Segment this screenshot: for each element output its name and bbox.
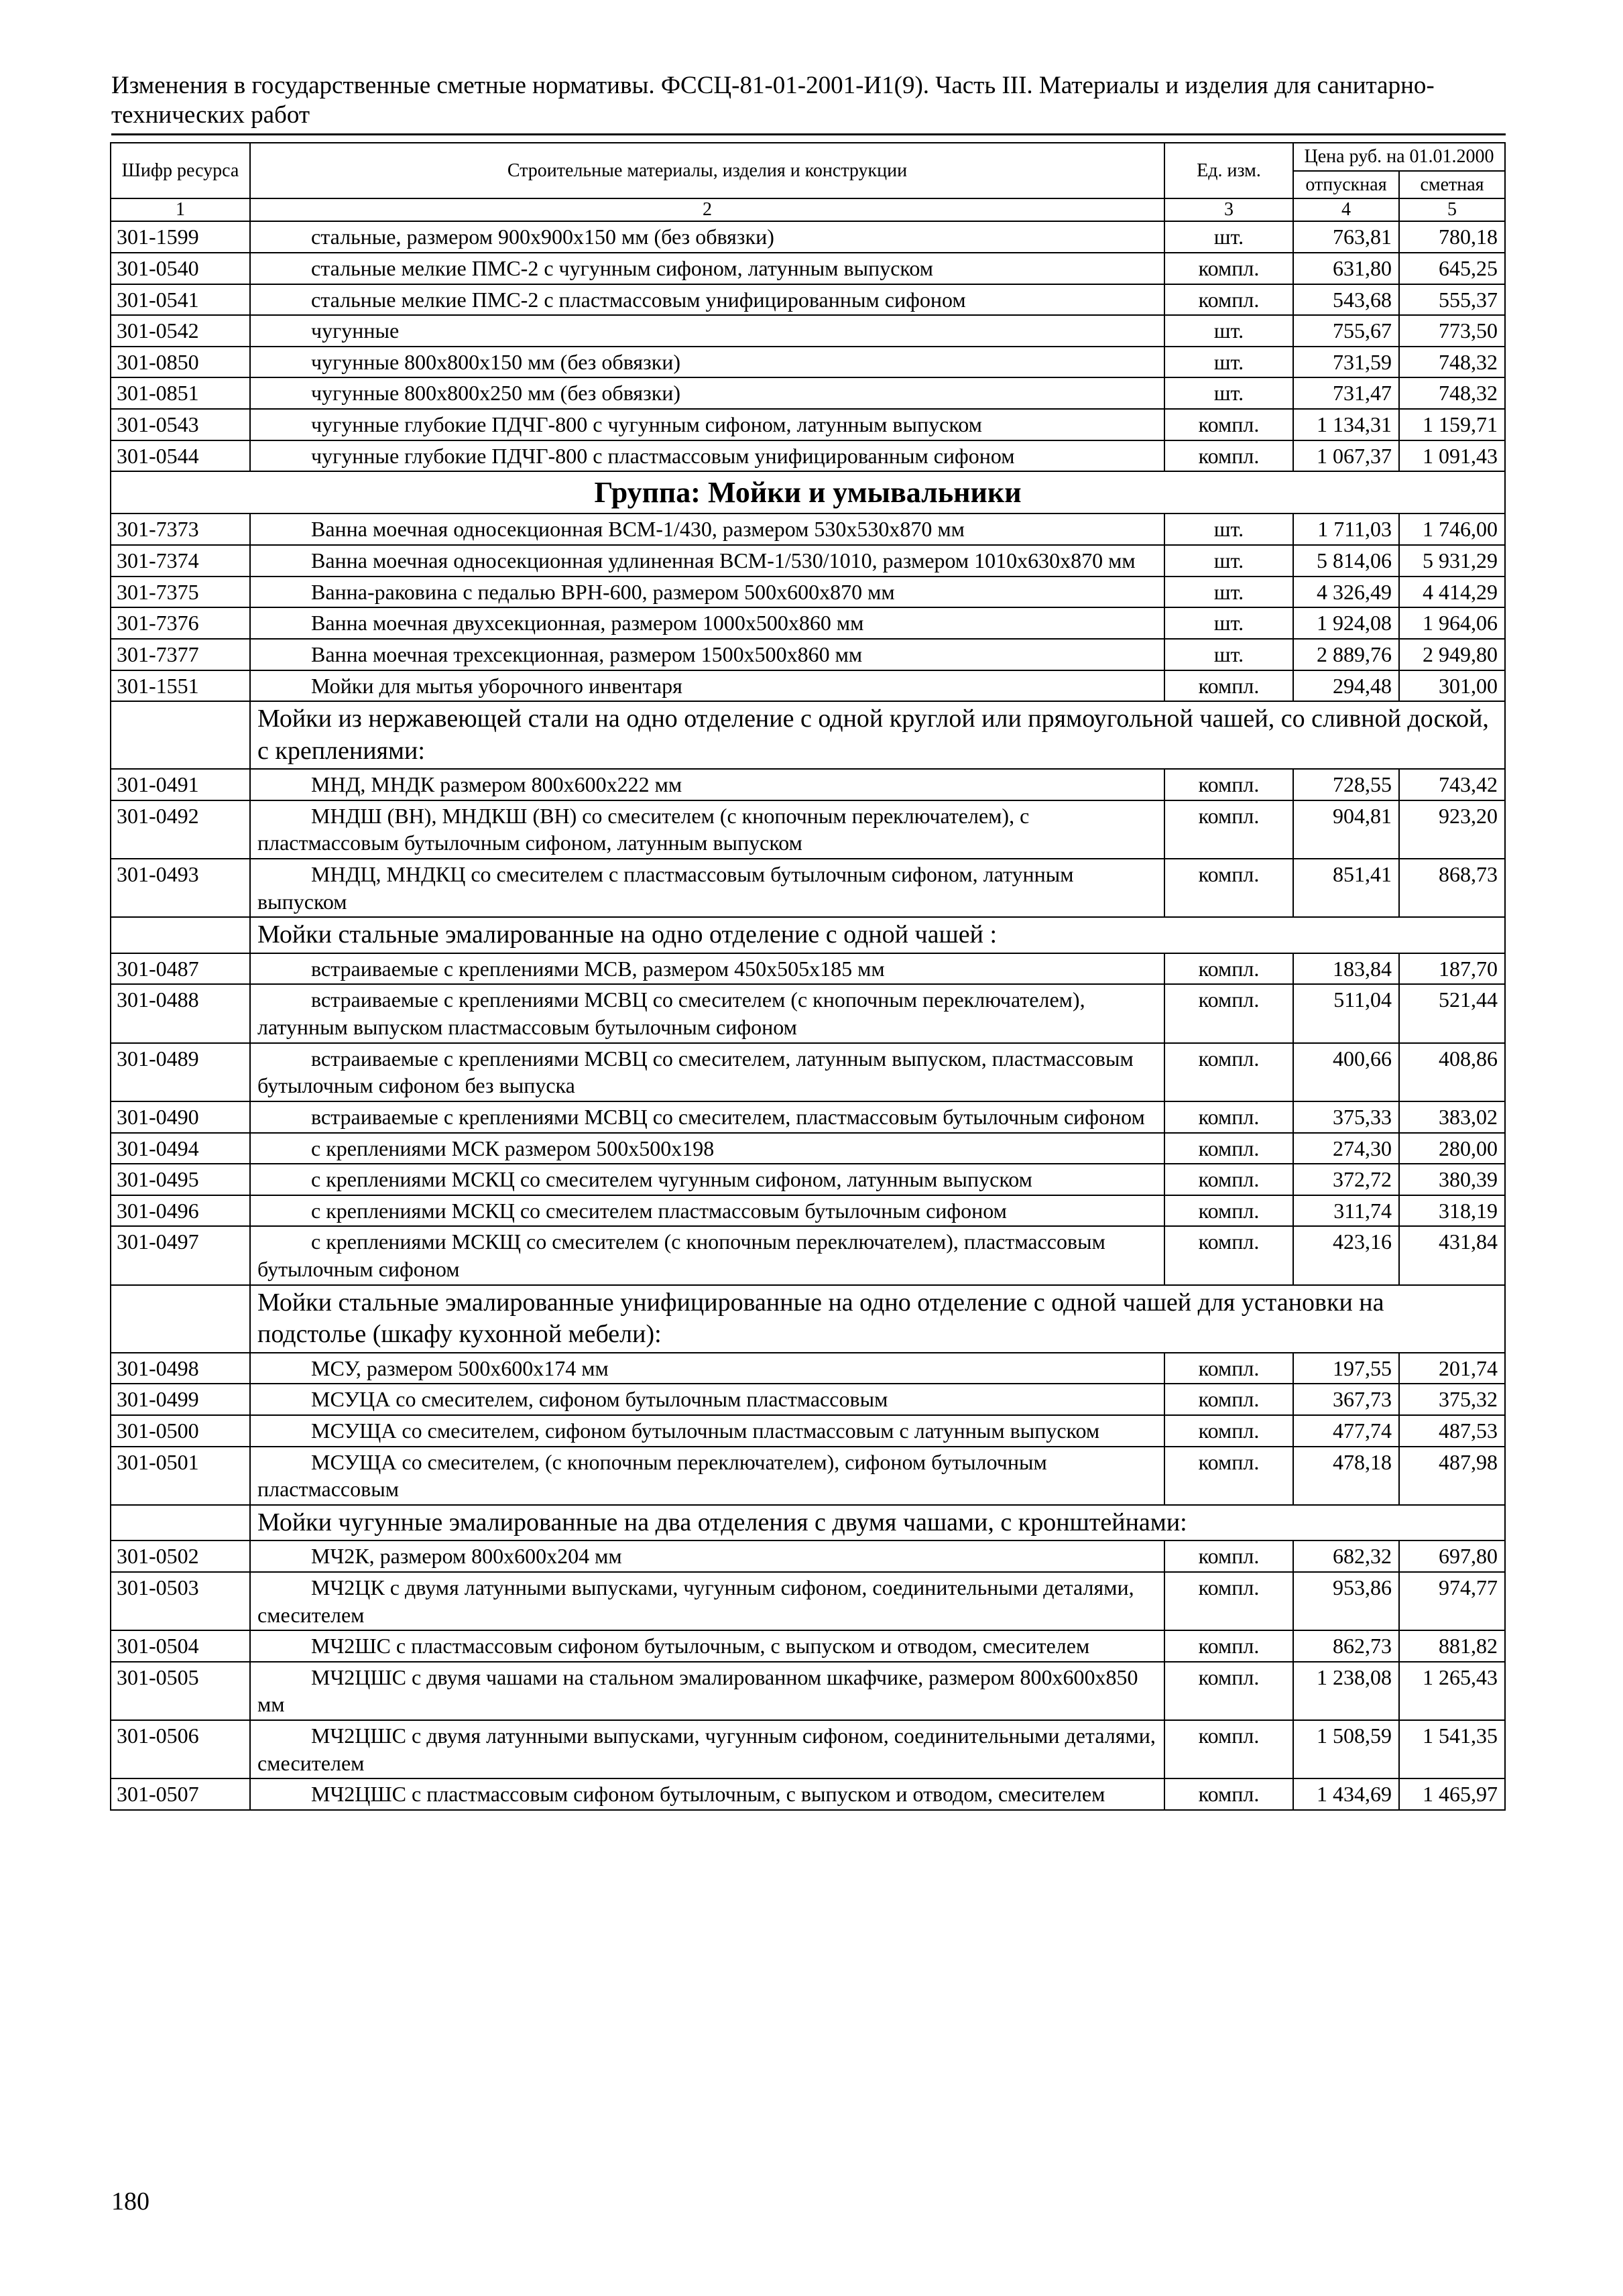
material-name xyxy=(250,769,1164,800)
header-code: Шифр ресурса xyxy=(111,143,250,198)
resource-code: 301-0544 xyxy=(111,440,250,472)
estimate-price: 1 159,71 xyxy=(1399,409,1505,440)
header-estimate-price: сметная xyxy=(1399,171,1505,199)
release-price: 1 508,59 xyxy=(1293,1720,1399,1778)
material-name-text: МСУ, размером 500х600х174 мм xyxy=(311,1355,609,1380)
header-name: Строительные материалы, изделия и конструкции xyxy=(250,143,1164,198)
table-row xyxy=(111,1043,1505,1101)
subgroup-heading-row xyxy=(111,1505,1505,1541)
unit-of-measure: компл. xyxy=(1164,670,1293,702)
resource-code: 301-0851 xyxy=(111,377,250,409)
estimate-price: 697,80 xyxy=(1399,1540,1505,1572)
estimate-price: 521,44 xyxy=(1399,984,1505,1042)
release-price: 731,59 xyxy=(1293,347,1399,378)
release-price: 755,67 xyxy=(1293,315,1399,347)
table-row xyxy=(111,800,1505,859)
material-name xyxy=(250,1572,1164,1630)
column-number: 5 xyxy=(1399,198,1505,221)
resource-code: 301-0542 xyxy=(111,315,250,347)
material-name-text: чугунные глубокие ПДЧГ-800 с пластмассовым унифицированным сифоном xyxy=(311,443,1015,468)
estimate-price: 868,73 xyxy=(1399,859,1505,917)
material-name-text: Мойки для мытья уборочного инвентаря xyxy=(311,673,682,698)
empty-cell xyxy=(111,701,250,769)
table-row xyxy=(111,440,1505,472)
table-row xyxy=(111,1415,1505,1447)
column-number: 1 xyxy=(111,198,250,221)
material-name-text: встраиваемые с креплениями МСВЦ со смесителем, пластмассовым бутылочным сифоном xyxy=(311,1104,1145,1129)
estimate-price: 201,74 xyxy=(1399,1353,1505,1384)
material-name-text: МЧ2ЦШС с двумя чашами на стальном эмалированном шкафчике, размером 800х600х850 мм xyxy=(257,1665,1138,1717)
table-row xyxy=(111,859,1505,917)
material-name-text: Ванна моечная односекционная ВСМ-1/430, размером 530х530х870 мм xyxy=(311,517,965,542)
estimate-price: 1 541,35 xyxy=(1399,1720,1505,1778)
estimate-price: 1 465,97 xyxy=(1399,1778,1505,1810)
header-row-1 xyxy=(111,143,1505,171)
subgroup-heading: Мойки стальные эмалированные унифицированные на одно отделение с одной чашей для установки на подстолье (шкафу кухонной мебели): xyxy=(250,1285,1505,1353)
unit-of-measure: компл. xyxy=(1164,984,1293,1042)
table-row xyxy=(111,253,1505,284)
resource-code: 301-7377 xyxy=(111,639,250,670)
material-name xyxy=(250,315,1164,347)
release-price: 763,81 xyxy=(1293,221,1399,253)
unit-of-measure: компл. xyxy=(1164,953,1293,985)
unit-of-measure: шт. xyxy=(1164,221,1293,253)
material-name-text: встраиваемые с креплениями МСВЦ со смесителем, латунным выпуском, пластмассовым бутылочным сифоном без выпуска xyxy=(257,1046,1134,1098)
material-name-text: МНДЦ, МНДКЦ со смесителем с пластмассовым бутылочным сифоном, латунным выпуском xyxy=(257,862,1074,914)
estimate-price: 383,02 xyxy=(1399,1101,1505,1133)
group-heading: Группа: Мойки и умывальники xyxy=(111,471,1505,513)
material-name-text: МЧ2ШС с пластмассовым сифоном бутылочным, с выпуском и отводом, смесителем xyxy=(311,1634,1090,1658)
material-name-text: чугунные xyxy=(311,318,400,343)
estimate-price: 280,00 xyxy=(1399,1133,1505,1164)
table-row xyxy=(111,1133,1505,1164)
table-row xyxy=(111,1630,1505,1662)
release-price: 731,47 xyxy=(1293,377,1399,409)
release-price: 851,41 xyxy=(1293,859,1399,917)
resource-code: 301-0850 xyxy=(111,347,250,378)
material-name-text: стальные мелкие ПМС-2 с чугунным сифоном, латунным выпуском xyxy=(311,255,933,280)
resource-code: 301-0491 xyxy=(111,769,250,800)
estimate-price: 974,77 xyxy=(1399,1572,1505,1630)
material-name-text: МНД, МНДК размером 800х600х222 мм xyxy=(311,772,682,797)
unit-of-measure: компл. xyxy=(1164,284,1293,316)
estimate-price: 1 091,43 xyxy=(1399,440,1505,472)
column-number: 3 xyxy=(1164,198,1293,221)
material-name xyxy=(250,440,1164,472)
header-unit: Ед. изм. xyxy=(1164,143,1293,198)
material-name xyxy=(250,607,1164,639)
material-name-text: с креплениями МСКЦ со смесителем чугунным сифоном, латунным выпуском xyxy=(311,1167,1032,1192)
release-price: 1 238,08 xyxy=(1293,1662,1399,1720)
estimate-price: 743,42 xyxy=(1399,769,1505,800)
unit-of-measure: компл. xyxy=(1164,1195,1293,1227)
release-price: 1 924,08 xyxy=(1293,607,1399,639)
table-row xyxy=(111,607,1505,639)
unit-of-measure: компл. xyxy=(1164,1662,1293,1720)
material-name-text: МЧ2ЦК с двумя латунными выпусками, чугунным сифоном, соединительными деталями, смесителем xyxy=(257,1575,1134,1627)
resource-code: 301-0500 xyxy=(111,1415,250,1447)
unit-of-measure: компл. xyxy=(1164,1353,1293,1384)
material-name xyxy=(250,1133,1164,1164)
release-price: 728,55 xyxy=(1293,769,1399,800)
release-price: 1 434,69 xyxy=(1293,1778,1399,1810)
material-name-text: Ванна моечная двухсекционная, размером 1000х500х860 мм xyxy=(311,611,864,636)
release-price: 367,73 xyxy=(1293,1384,1399,1415)
unit-of-measure: компл. xyxy=(1164,800,1293,859)
table-row xyxy=(111,315,1505,347)
subgroup-heading-row xyxy=(111,701,1505,769)
release-price: 400,66 xyxy=(1293,1043,1399,1101)
table-row xyxy=(111,769,1505,800)
resource-code: 301-7373 xyxy=(111,513,250,545)
estimate-price: 301,00 xyxy=(1399,670,1505,702)
table-row xyxy=(111,1447,1505,1505)
material-name xyxy=(250,1195,1164,1227)
table-row xyxy=(111,1164,1505,1195)
unit-of-measure: компл. xyxy=(1164,1630,1293,1662)
material-name-text: чугунные 800х800х150 мм (без обвязки) xyxy=(311,349,681,374)
table-row xyxy=(111,1226,1505,1284)
material-name xyxy=(250,1415,1164,1447)
material-name-text: стальные, размером 900х900х150 мм (без обвязки) xyxy=(311,225,774,249)
unit-of-measure: компл. xyxy=(1164,1540,1293,1572)
estimate-price: 1 964,06 xyxy=(1399,607,1505,639)
table-row xyxy=(111,1353,1505,1384)
release-price: 5 814,06 xyxy=(1293,545,1399,577)
estimate-price: 318,19 xyxy=(1399,1195,1505,1227)
table-row xyxy=(111,670,1505,702)
estimate-price: 375,32 xyxy=(1399,1384,1505,1415)
table-row xyxy=(111,377,1505,409)
unit-of-measure: шт. xyxy=(1164,545,1293,577)
release-price: 1 134,31 xyxy=(1293,409,1399,440)
estimate-price: 748,32 xyxy=(1399,347,1505,378)
resource-code: 301-0492 xyxy=(111,800,250,859)
material-name xyxy=(250,1778,1164,1810)
material-name xyxy=(250,347,1164,378)
material-name-text: с креплениями МСК размером 500х500х198 xyxy=(311,1136,715,1160)
material-name-text: МЧ2К, размером 800х600х204 мм xyxy=(311,1544,622,1569)
material-name-text: встраиваемые с креплениями МСВ, размером 450х505х185 мм xyxy=(311,956,885,981)
page-number: 180 xyxy=(111,2187,149,2216)
release-price: 953,86 xyxy=(1293,1572,1399,1630)
document-title: Изменения в государственные сметные нормативы. ФССЦ-81-01-2001-И1(9). Часть III. Материалы и изделия для санитарно-технических работ xyxy=(111,72,1435,129)
unit-of-measure: компл. xyxy=(1164,1043,1293,1101)
material-name-text: МЧ2ЦШС с пластмассовым сифоном бутылочным, с выпуском и отводом, смесителем xyxy=(311,1782,1105,1807)
release-price: 311,74 xyxy=(1293,1195,1399,1227)
material-name-text: стальные мелкие ПМС-2 с пластмассовым унифицированным сифоном xyxy=(311,287,966,312)
unit-of-measure: компл. xyxy=(1164,1164,1293,1195)
material-name xyxy=(250,1384,1164,1415)
material-name-text: с креплениями МСКЩ со смесителем (с кнопочным переключателем), пластмассовым бутылочным сифоном xyxy=(257,1229,1105,1282)
table-row xyxy=(111,284,1505,316)
release-price: 375,33 xyxy=(1293,1101,1399,1133)
material-name xyxy=(250,1720,1164,1778)
unit-of-measure: шт. xyxy=(1164,347,1293,378)
unit-of-measure: компл. xyxy=(1164,253,1293,284)
material-name xyxy=(250,984,1164,1042)
material-name xyxy=(250,545,1164,577)
material-name xyxy=(250,953,1164,985)
estimate-price: 487,53 xyxy=(1399,1415,1505,1447)
unit-of-measure: компл. xyxy=(1164,1415,1293,1447)
resource-code: 301-0493 xyxy=(111,859,250,917)
release-price: 372,72 xyxy=(1293,1164,1399,1195)
material-name xyxy=(250,577,1164,608)
unit-of-measure: шт. xyxy=(1164,607,1293,639)
unit-of-measure: компл. xyxy=(1164,440,1293,472)
resource-code: 301-0540 xyxy=(111,253,250,284)
material-name-text: чугунные глубокие ПДЧГ-800 с чугунным сифоном, латунным выпуском xyxy=(311,412,982,437)
unit-of-measure: компл. xyxy=(1164,1384,1293,1415)
estimate-price: 487,98 xyxy=(1399,1447,1505,1505)
resource-code: 301-0541 xyxy=(111,284,250,316)
release-price: 631,80 xyxy=(1293,253,1399,284)
material-name-text: МСУЩА со смесителем, (с кнопочным переключателем), сифоном бутылочным пластмассовым xyxy=(257,1449,1047,1502)
table-row xyxy=(111,577,1505,608)
table-row xyxy=(111,1720,1505,1778)
resource-code: 301-0507 xyxy=(111,1778,250,1810)
estimate-price: 431,84 xyxy=(1399,1226,1505,1284)
estimate-price: 380,39 xyxy=(1399,1164,1505,1195)
unit-of-measure: компл. xyxy=(1164,1720,1293,1778)
table-body xyxy=(111,221,1505,1810)
material-name-text: Ванна-раковина с педалью ВРН-600, размером 500х600х870 мм xyxy=(311,579,895,604)
resource-code: 301-0506 xyxy=(111,1720,250,1778)
estimate-price: 923,20 xyxy=(1399,800,1505,859)
estimate-price: 748,32 xyxy=(1399,377,1505,409)
estimate-price: 773,50 xyxy=(1399,315,1505,347)
unit-of-measure: компл. xyxy=(1164,1778,1293,1810)
release-price: 1 067,37 xyxy=(1293,440,1399,472)
estimate-price: 555,37 xyxy=(1399,284,1505,316)
unit-of-measure: компл. xyxy=(1164,859,1293,917)
estimate-price: 780,18 xyxy=(1399,221,1505,253)
material-name xyxy=(250,1353,1164,1384)
release-price: 2 889,76 xyxy=(1293,639,1399,670)
resource-code: 301-0489 xyxy=(111,1043,250,1101)
estimate-price: 187,70 xyxy=(1399,953,1505,985)
estimate-price: 5 931,29 xyxy=(1399,545,1505,577)
unit-of-measure: шт. xyxy=(1164,377,1293,409)
unit-of-measure: компл. xyxy=(1164,769,1293,800)
material-name xyxy=(250,1101,1164,1133)
material-name xyxy=(250,670,1164,702)
material-name xyxy=(250,513,1164,545)
subgroup-heading: Мойки из нержавеющей стали на одно отделение с одной круглой или прямоугольной чашей, со сливной доской, с креплениями: xyxy=(250,701,1505,769)
unit-of-measure: компл. xyxy=(1164,1572,1293,1630)
unit-of-measure: шт. xyxy=(1164,639,1293,670)
subgroup-heading: Мойки стальные эмалированные на одно отделение с одной чашей : xyxy=(250,917,1505,953)
release-price: 862,73 xyxy=(1293,1630,1399,1662)
release-price: 274,30 xyxy=(1293,1133,1399,1164)
material-name-text: МЧ2ЦШС с двумя латунными выпусками, чугунным сифоном, соединительными деталями, смесителем xyxy=(257,1724,1156,1775)
resource-code: 301-0543 xyxy=(111,409,250,440)
material-name-text: чугунные 800х800х250 мм (без обвязки) xyxy=(311,381,681,406)
material-name-text: Ванна моечная трехсекционная, размером 1500х500х860 мм xyxy=(311,642,863,666)
resource-code: 301-0503 xyxy=(111,1572,250,1630)
release-price: 4 326,49 xyxy=(1293,577,1399,608)
resource-code: 301-0487 xyxy=(111,953,250,985)
release-price: 904,81 xyxy=(1293,800,1399,859)
header-release-price: отпускная xyxy=(1293,171,1399,199)
release-price: 682,32 xyxy=(1293,1540,1399,1572)
estimate-price: 645,25 xyxy=(1399,253,1505,284)
release-price: 511,04 xyxy=(1293,984,1399,1042)
table-head xyxy=(111,143,1505,221)
material-name-text: МСУЦА со смесителем, сифоном бутылочным пластмассовым xyxy=(311,1387,888,1412)
price-table xyxy=(110,142,1506,1811)
resource-code: 301-0495 xyxy=(111,1164,250,1195)
resource-code: 301-7376 xyxy=(111,607,250,639)
resource-code: 301-0504 xyxy=(111,1630,250,1662)
page-header xyxy=(111,71,1506,135)
resource-code: 301-0490 xyxy=(111,1101,250,1133)
unit-of-measure: компл. xyxy=(1164,1133,1293,1164)
material-name xyxy=(250,377,1164,409)
unit-of-measure: компл. xyxy=(1164,1447,1293,1505)
resource-code: 301-0505 xyxy=(111,1662,250,1720)
estimate-price: 2 949,80 xyxy=(1399,639,1505,670)
subgroup-heading: Мойки чугунные эмалированные на два отделения с двумя чашами, с кронштейнами: xyxy=(250,1505,1505,1541)
resource-code: 301-0497 xyxy=(111,1226,250,1284)
material-name xyxy=(250,284,1164,316)
material-name xyxy=(250,1540,1164,1572)
release-price: 1 711,03 xyxy=(1293,513,1399,545)
header-price: Цена руб. на 01.01.2000 xyxy=(1293,143,1505,171)
table-row xyxy=(111,984,1505,1042)
material-name xyxy=(250,1630,1164,1662)
material-name xyxy=(250,409,1164,440)
resource-code: 301-0496 xyxy=(111,1195,250,1227)
empty-cell xyxy=(111,1285,250,1353)
table-row xyxy=(111,1195,1505,1227)
estimate-price: 4 414,29 xyxy=(1399,577,1505,608)
group-heading-row xyxy=(111,471,1505,513)
material-name xyxy=(250,1043,1164,1101)
release-price: 477,74 xyxy=(1293,1415,1399,1447)
empty-cell xyxy=(111,917,250,953)
column-number: 4 xyxy=(1293,198,1399,221)
material-name-text: МСУЩА со смесителем, сифоном бутылочным пластмассовым с латунным выпуском xyxy=(311,1418,1100,1443)
resource-code: 301-0501 xyxy=(111,1447,250,1505)
resource-code: 301-7374 xyxy=(111,545,250,577)
resource-code: 301-1551 xyxy=(111,670,250,702)
unit-of-measure: компл. xyxy=(1164,409,1293,440)
column-number-row xyxy=(111,198,1505,221)
release-price: 543,68 xyxy=(1293,284,1399,316)
resource-code: 301-0494 xyxy=(111,1133,250,1164)
table-row xyxy=(111,1662,1505,1720)
table-row xyxy=(111,1101,1505,1133)
estimate-price: 1 746,00 xyxy=(1399,513,1505,545)
unit-of-measure: шт. xyxy=(1164,513,1293,545)
table-row xyxy=(111,639,1505,670)
unit-of-measure: шт. xyxy=(1164,577,1293,608)
table-row xyxy=(111,1384,1505,1415)
estimate-price: 408,86 xyxy=(1399,1043,1505,1101)
material-name-text: встраиваемые с креплениями МСВЦ со смесителем (с кнопочным переключателем), латунным выпуском пластмассовым бутылочным сифоном xyxy=(257,987,1085,1040)
resource-code: 301-7375 xyxy=(111,577,250,608)
table-row xyxy=(111,513,1505,545)
material-name xyxy=(250,639,1164,670)
unit-of-measure: шт. xyxy=(1164,315,1293,347)
release-price: 183,84 xyxy=(1293,953,1399,985)
release-price: 423,16 xyxy=(1293,1226,1399,1284)
estimate-price: 881,82 xyxy=(1399,1630,1505,1662)
release-price: 197,55 xyxy=(1293,1353,1399,1384)
table-row xyxy=(111,1778,1505,1810)
material-name xyxy=(250,221,1164,253)
material-name xyxy=(250,1662,1164,1720)
resource-code: 301-0488 xyxy=(111,984,250,1042)
material-name xyxy=(250,800,1164,859)
estimate-price: 1 265,43 xyxy=(1399,1662,1505,1720)
table-row xyxy=(111,1572,1505,1630)
material-name xyxy=(250,859,1164,917)
unit-of-measure: компл. xyxy=(1164,1101,1293,1133)
resource-code: 301-0502 xyxy=(111,1540,250,1572)
table-row xyxy=(111,409,1505,440)
empty-cell xyxy=(111,1505,250,1541)
unit-of-measure: компл. xyxy=(1164,1226,1293,1284)
subgroup-heading-row xyxy=(111,917,1505,953)
subgroup-heading-row xyxy=(111,1285,1505,1353)
table-row xyxy=(111,545,1505,577)
material-name xyxy=(250,1447,1164,1505)
material-name-text: Ванна моечная односекционная удлиненная ВСМ-1/530/1010, размером 1010х630х870 мм xyxy=(311,548,1136,573)
material-name xyxy=(250,1226,1164,1284)
material-name-text: с креплениями МСКЦ со смесителем пластмассовым бутылочным сифоном xyxy=(311,1198,1007,1223)
release-price: 294,48 xyxy=(1293,670,1399,702)
table-row xyxy=(111,1540,1505,1572)
material-name-text: МНДШ (ВН), МНДКШ (ВН) со смесителем (с кнопочным переключателем), с пластмассовым бутылочным сифоном, латунным выпуском xyxy=(257,803,1030,855)
price-table-container xyxy=(110,142,1504,1811)
resource-code: 301-0498 xyxy=(111,1353,250,1384)
resource-code: 301-0499 xyxy=(111,1384,250,1415)
material-name xyxy=(250,253,1164,284)
release-price: 478,18 xyxy=(1293,1447,1399,1505)
resource-code: 301-1599 xyxy=(111,221,250,253)
column-number: 2 xyxy=(250,198,1164,221)
table-row xyxy=(111,347,1505,378)
table-row xyxy=(111,221,1505,253)
table-row xyxy=(111,953,1505,985)
material-name xyxy=(250,1164,1164,1195)
